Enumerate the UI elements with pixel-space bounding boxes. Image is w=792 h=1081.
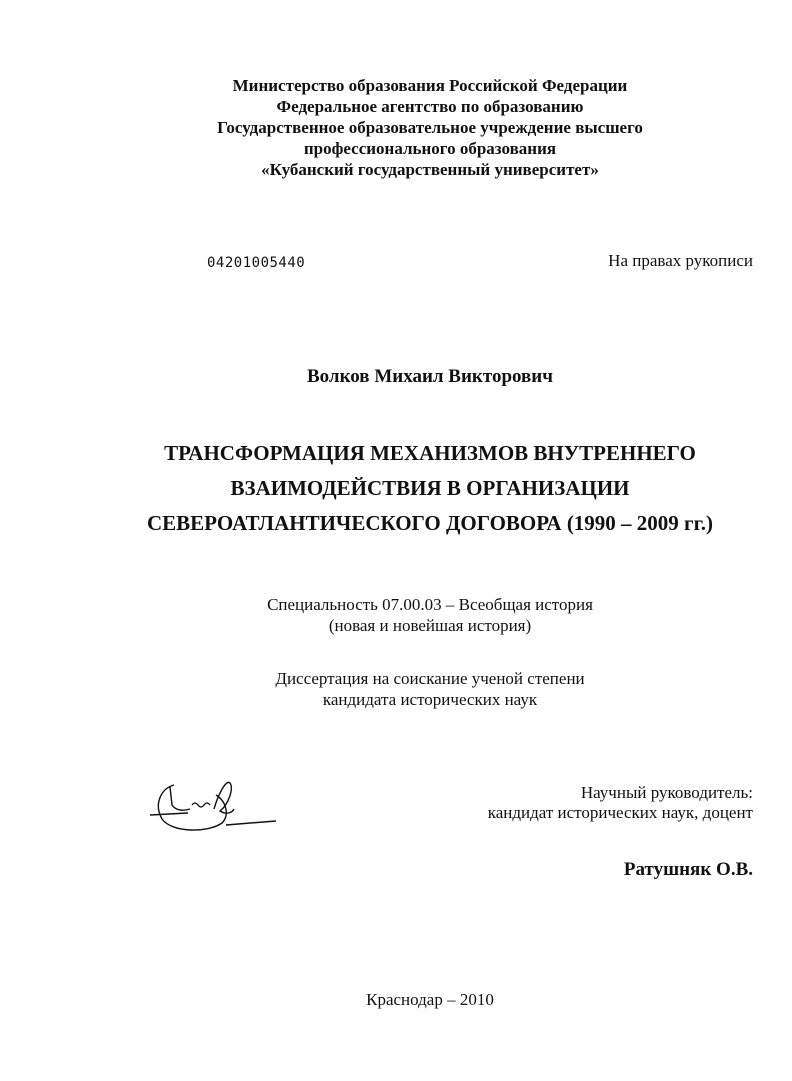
title-line: ТРАНСФОРМАЦИЯ МЕХАНИЗМОВ ВНУТРЕННЕГО [164,441,696,465]
specialty-line: (новая и новейшая история) [328,616,532,635]
institution-header [110,75,750,180]
dissertation-title [110,436,750,541]
specialty [110,594,750,636]
degree [110,668,750,710]
supervisor-name: Ратушняк О.В. [623,859,753,880]
signature-image [148,775,278,835]
catalog-number: 04201005440 [207,255,306,271]
header-line: Государственное образовательное учреждение высшего [217,118,643,137]
supervisor-credentials: кандидат исторических наук, доцент [487,803,753,822]
place-year: Краснодар – 2010 [366,990,494,1009]
header-line: «Кубанский государственный университет» [261,160,599,179]
manuscript-note: На правах рукописи [608,251,753,270]
degree-line: Диссертация на соискание ученой степени [275,669,585,688]
specialty-line: Специальность 07.00.03 – Всеобщая история [267,595,593,614]
title-line: СЕВЕРОАТЛАНТИЧЕСКОГО ДОГОВОРА (1990 – 2009 гг.) [146,511,714,535]
header-line: Федеральное агентство по образованию [276,97,584,116]
degree-line: кандидата исторических наук [322,690,538,709]
supervisor-label: Научный руководитель: [580,783,753,802]
title-line: ВЗАИМОДЕЙСТВИЯ В ОРГАНИЗАЦИИ [230,476,630,500]
author-name: Волков Михаил Викторович [307,366,553,387]
header-line: профессионального образования [303,139,557,158]
header-line: Министерство образования Российской Федерации [232,76,628,95]
